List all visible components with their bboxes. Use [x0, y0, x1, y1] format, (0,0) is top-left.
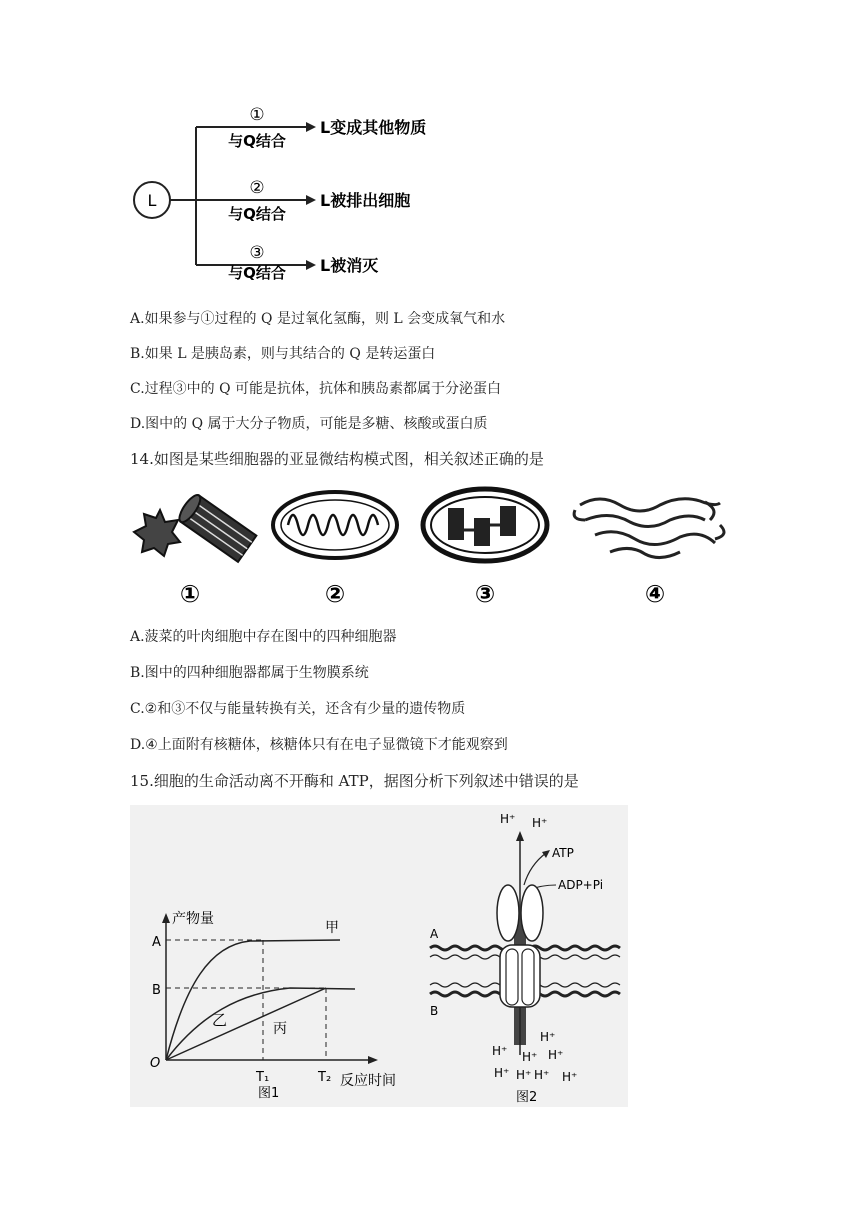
fig1-series-yi: 乙: [212, 1011, 228, 1029]
fig2-side-b: B: [430, 1004, 439, 1018]
branch-2-number: ②: [249, 178, 265, 198]
branch-3-result: L被消灭: [320, 256, 379, 275]
fig2-bottom-ion-1: H⁺: [540, 1030, 556, 1044]
organelle-label-4: ④: [644, 580, 666, 608]
q13-option-b: B.如果 L 是胰岛素，则与其结合的 Q 是转运蛋白: [130, 346, 436, 362]
fig2-adp: ADP+Pi: [558, 878, 604, 892]
fig1-caption: 图1: [258, 1086, 280, 1101]
fig1-series-bing: 丙: [273, 1021, 287, 1037]
fig2-bottom-ion-5: H⁺: [494, 1066, 510, 1080]
branch-2-label: 与Q结合: [228, 205, 286, 223]
fig1-xlabel: 反应时间: [340, 1073, 396, 1089]
branch-1-result: L变成其他物质: [320, 118, 427, 137]
fig2-bottom-ion-7: H⁺: [534, 1068, 550, 1082]
fig1-origin: O: [150, 1056, 161, 1071]
q13-option-c: C.过程③中的 Q 可能是抗体，抗体和胰岛素都属于分泌蛋白: [130, 381, 502, 397]
fig1-series-jia: 甲: [325, 920, 339, 936]
q13-option-a: A.如果参与①过程的 Q 是过氧化氢酶，则 L 会变成氧气和水: [130, 311, 506, 327]
q14-option-d: D.④上面附有核糖体，核糖体只有在电子显微镜下才能观察到: [130, 737, 508, 753]
fig2-top-ion-1: H⁺: [500, 812, 516, 826]
l-center-label: L: [147, 191, 157, 210]
figure-2-atp-synthase: [420, 805, 628, 1105]
q14-option-c: C.②和③不仅与能量转换有关，还含有少量的遗传物质: [130, 701, 466, 717]
fig2-bottom-ion-2: H⁺: [492, 1044, 508, 1058]
centriole-icon: [134, 492, 256, 562]
q15-stem: 15.细胞的生命活动离不开酶和 ATP，据图分析下列叙述中错误的是: [130, 772, 579, 790]
organelle-label-2: ②: [324, 580, 346, 608]
q13-option-d: D.图中的 Q 属于大分子物质，可能是多糖、核酸或蛋白质: [130, 416, 488, 432]
atp-synthase-protein: [497, 885, 543, 1055]
chloroplast-icon: [423, 489, 547, 561]
q14-stem: 14.如图是某些细胞器的亚显微结构模式图，相关叙述正确的是: [130, 450, 544, 468]
fig1-ytick-b: B: [152, 983, 161, 998]
curve-jia: [166, 940, 340, 1060]
organelle-label-1: ①: [179, 580, 201, 608]
branch-2-result: L被排出细胞: [320, 191, 411, 210]
fig2-caption: 图2: [516, 1090, 538, 1105]
q14-option-b: B.图中的四种细胞器都属于生物膜系统: [130, 665, 369, 681]
fig2-bottom-ion-4: H⁺: [548, 1048, 564, 1062]
branch-3-number: ③: [249, 243, 265, 263]
endoplasmic-reticulum-icon: [574, 499, 724, 558]
curve-bing: [166, 988, 326, 1060]
fig1-ytick-a: A: [152, 935, 161, 950]
fig2-atp: ATP: [552, 846, 574, 860]
branch-1-label: 与Q结合: [228, 132, 286, 150]
fig2-bottom-ion-3: H⁺: [522, 1050, 538, 1064]
branch-3-label: 与Q结合: [228, 264, 286, 280]
curve-yi: [166, 988, 355, 1060]
mitochondrion-icon: [273, 492, 397, 558]
fig2-top-ion-2: H⁺: [532, 816, 548, 830]
fig2-bottom-ion-8: H⁺: [562, 1070, 578, 1084]
organelle-figure: [130, 480, 770, 610]
fig1-ylabel: 产物量: [172, 911, 214, 927]
fig1-xtick-t2: T₂: [318, 1070, 332, 1085]
l-fate-diagram: [120, 100, 480, 280]
figure-1-graph: [130, 805, 420, 1105]
fig2-side-a: A: [430, 927, 439, 941]
fig2-bottom-ion-6: H⁺: [516, 1068, 532, 1082]
organelle-label-3: ③: [474, 580, 496, 608]
q14-option-a: A.菠菜的叶肉细胞中存在图中的四种细胞器: [130, 629, 397, 645]
fig1-xtick-t1: T₁: [256, 1070, 270, 1085]
branch-1-number: ①: [249, 105, 265, 125]
